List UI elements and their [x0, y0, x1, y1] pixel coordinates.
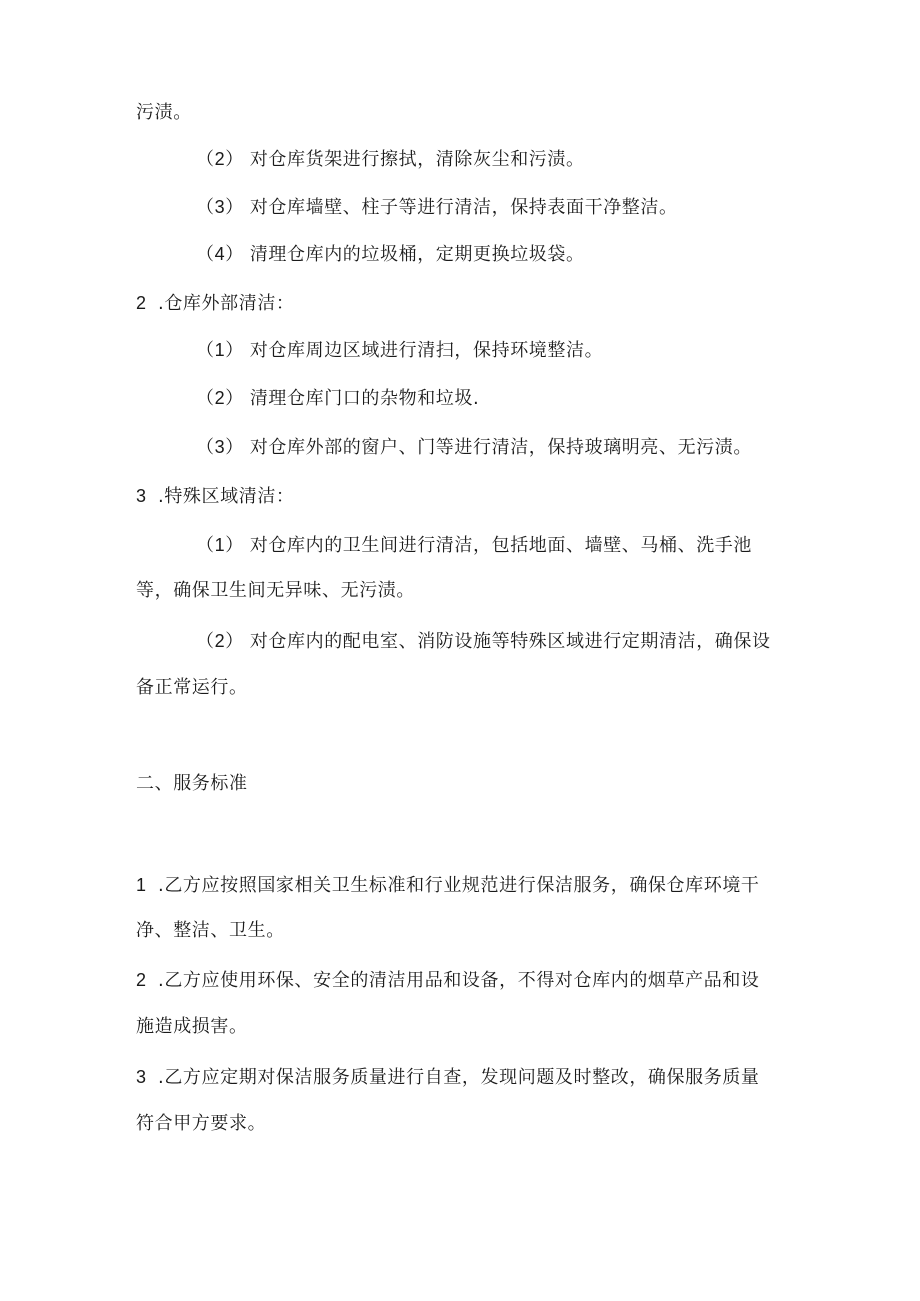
- item-text: 对仓库内的配电室、消防设施等特殊区域进行定期清洁，确保设: [249, 631, 771, 652]
- item-text-continuation: 等，确保卫生间无异味、无污渍。: [136, 580, 415, 601]
- list-item: [196, 533, 752, 558]
- standard-item: [136, 873, 760, 898]
- list-item: [196, 195, 678, 220]
- item-number: （2）: [196, 149, 244, 169]
- list-item: [196, 629, 771, 654]
- list-item: [196, 242, 585, 267]
- item-number: （1）: [196, 535, 244, 555]
- item-number: （4）: [196, 244, 244, 264]
- standard-item: [136, 968, 760, 993]
- heading-number: 2: [136, 293, 147, 313]
- section-title: 二、服务标准: [136, 773, 248, 794]
- item-number: （1）: [196, 340, 244, 360]
- item-text: 对仓库外部的窗户、门等进行清洁，保持玻璃明亮、无污渍。: [249, 437, 753, 458]
- heading-text: .特殊区域清洁：: [158, 486, 295, 507]
- list-item: [196, 435, 752, 460]
- item-text: 对仓库墙壁、柱子等进行清洁，保持表面干净整洁。: [249, 197, 678, 218]
- item-number: 3: [136, 1067, 147, 1087]
- item-text: .乙方应定期对保洁服务质量进行自查，发现问题及时整改，确保服务质量: [158, 1067, 760, 1088]
- item-text: 对仓库内的卫生间进行清洁，包括地面、墙壁、马桶、洗手池: [249, 535, 753, 556]
- subheading-outdoor: [136, 291, 295, 316]
- item-number: （2）: [196, 631, 244, 651]
- standard-item: [136, 1065, 760, 1090]
- continuation-text: 污渍。: [136, 102, 192, 123]
- list-item: [196, 386, 479, 411]
- item-text: 清理仓库内的垃圾桶，定期更换垃圾袋。: [249, 244, 585, 265]
- heading-text: .仓库外部清洁：: [158, 293, 295, 314]
- item-number: 2: [136, 970, 147, 990]
- item-text: 对仓库货架进行擦拭，清除灰尘和污渍。: [249, 149, 585, 170]
- item-number: （3）: [196, 197, 244, 217]
- item-text: .乙方应使用环保、安全的清洁用品和设备，不得对仓库内的烟草产品和设: [158, 970, 760, 991]
- item-text: 对仓库周边区域进行清扫，保持环境整洁。: [249, 340, 604, 361]
- item-text-continuation: 净、整洁、卫生。: [136, 920, 285, 941]
- item-number: （3）: [196, 437, 244, 457]
- subheading-special: [136, 484, 295, 509]
- item-text: .乙方应按照国家相关卫生标准和行业规范进行保洁服务，确保仓库环境干: [158, 875, 760, 896]
- item-text: 清理仓库门口的杂物和垃圾.: [249, 388, 480, 409]
- list-item: [196, 338, 603, 363]
- item-number: 1: [136, 875, 147, 895]
- item-number: （2）: [196, 388, 244, 408]
- heading-number: 3: [136, 486, 147, 506]
- item-text-continuation: 符合甲方要求。: [136, 1113, 267, 1134]
- item-text-continuation: 施造成损害。: [136, 1016, 248, 1037]
- list-item: [196, 147, 585, 172]
- item-text-continuation: 备正常运行。: [136, 677, 248, 698]
